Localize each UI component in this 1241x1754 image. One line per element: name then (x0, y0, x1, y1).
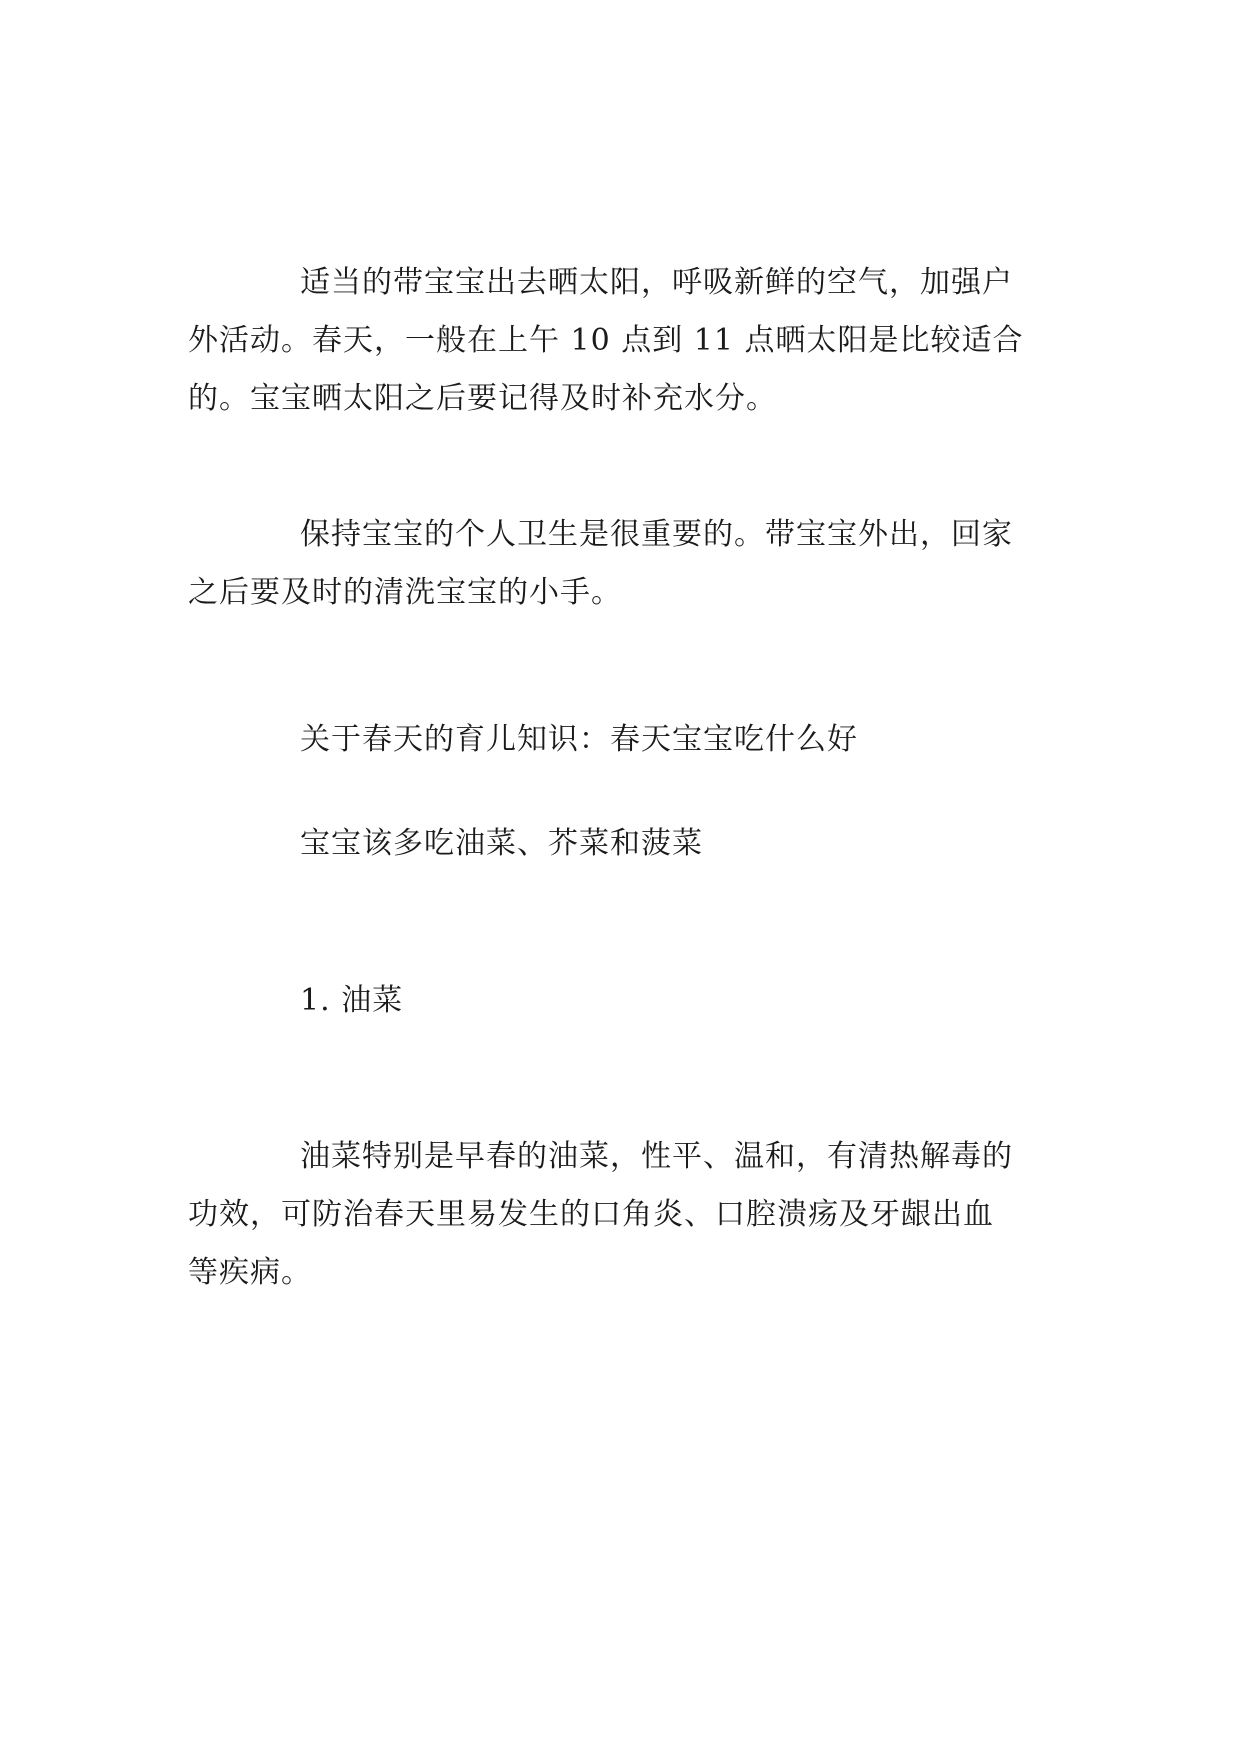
paragraph-line: 等疾病。 (188, 1255, 312, 1290)
paragraph-line: 的。宝宝晒太阳之后要记得及时补充水分。 (188, 381, 777, 416)
section-title (300, 711, 1060, 769)
paragraph-sunbathing (188, 254, 1060, 428)
paragraph-line: 之后要及时的清洗宝宝的小手。 (188, 575, 622, 610)
paragraph-line: 油菜特别是早春的油菜，性平、温和，有清热解毒的 (300, 1139, 1013, 1174)
paragraph-hygiene (188, 506, 1060, 622)
paragraph-line: 适当的带宝宝出去晒太阳，呼吸新鲜的空气，加强户 (300, 265, 1013, 300)
section-subtitle-text: 宝宝该多吃油菜、芥菜和菠菜 (300, 826, 703, 861)
section-title-text: 关于春天的育儿知识：春天宝宝吃什么好 (300, 722, 858, 757)
paragraph-line: 功效，可防治春天里易发生的口角炎、口腔溃疡及牙龈出血 (188, 1197, 994, 1232)
paragraph-line: 保持宝宝的个人卫生是很重要的。带宝宝外出，回家 (300, 517, 1013, 552)
paragraph-line: 外活动。春天，一般在上午 10 点到 11 点晒太阳是比较适合 (188, 323, 1024, 358)
item-heading (300, 972, 1060, 1030)
section-subtitle (300, 815, 1060, 873)
item-heading-text: 1. 油菜 (300, 983, 404, 1018)
paragraph-rapeseed (188, 1128, 1060, 1302)
